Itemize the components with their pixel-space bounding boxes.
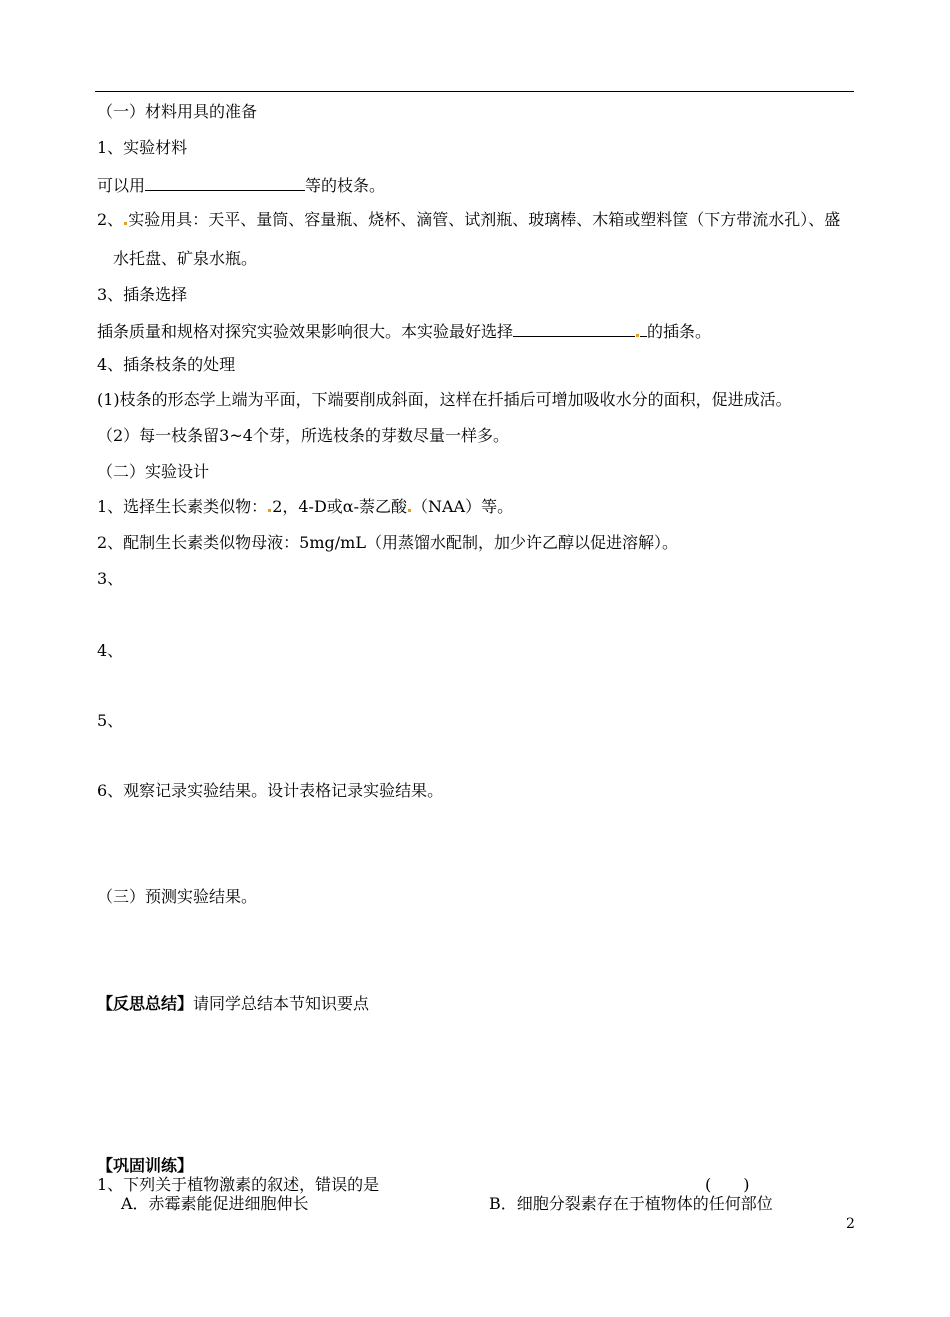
item-1-suffix: 等的枝条。 <box>305 176 386 195</box>
fill-blank-2[interactable] <box>513 320 635 337</box>
design-step-1-items: 2，4-D或α-萘乙酸 <box>272 497 407 516</box>
item-4-point-1: (1)枝条的形态学上端为平面，下端要削成斜面，这样在扦插后可增加吸收水分的面积，促进成活。 <box>97 390 792 409</box>
mark-dot <box>408 509 411 512</box>
design-step-3: 3、 <box>97 569 124 588</box>
item-1-title: 1、实验材料 <box>97 138 188 157</box>
option-a[interactable]: A．赤霉素能促进细胞伸长 <box>121 1194 309 1213</box>
design-step-6: 6、观察记录实验结果。设计表格记录实验结果。 <box>97 781 444 800</box>
item-2-body: 实验用具：天平、量筒、容量瓶、烧杯、滴管、试剂瓶、玻璃棒、木箱或塑料筐（下方带流水孔）、盛 <box>128 210 841 229</box>
design-step-2: 2、配制生长素类似物母液：5mg/mL（用蒸馏水配制，加少许乙醇以促进溶解）。 <box>97 533 678 552</box>
section-3-title: （三）预测实验结果。 <box>97 887 258 906</box>
section-2-title: （二）实验设计 <box>97 462 210 481</box>
item-3-prefix: 插条质量和规格对探究实验效果影响很大。本实验最好选择 <box>97 322 514 341</box>
page-number: 2 <box>846 1216 855 1232</box>
training-heading: 【巩固训练】 <box>97 1156 194 1175</box>
item-3-title: 3、插条选择 <box>97 285 188 304</box>
item-1-prefix: 可以用 <box>97 176 146 195</box>
reflection-heading: 【反思总结】 <box>97 994 194 1013</box>
design-step-1 <box>97 497 513 517</box>
item-4-point-2: （2）每一枝条留3~4个芽，所选枝条的芽数尽量一样多。 <box>97 426 509 445</box>
item-2-prefix: 2、 <box>97 210 124 229</box>
design-step-4: 4、 <box>97 641 124 660</box>
mark-dot <box>124 222 127 225</box>
item-1-text <box>97 174 385 196</box>
section-1-title: （一）材料用具的准备 <box>97 102 258 121</box>
item-2-text <box>97 210 840 230</box>
question-1: 1、下列关于植物激素的叙述，错误的是 <box>97 1175 380 1194</box>
item-3-text <box>97 320 711 342</box>
fill-blank-2-tail <box>640 320 647 337</box>
design-step-1-end: （NAA）等。 <box>412 497 514 516</box>
fill-blank-1[interactable] <box>145 174 305 191</box>
reflection-text: 请同学总结本节知识要点 <box>193 994 370 1013</box>
item-4-title: 4、插条枝条的处理 <box>97 355 236 374</box>
option-b[interactable]: B．细胞分裂素存在于植物体的任何部位 <box>489 1194 773 1213</box>
header-rule <box>95 91 854 92</box>
item-3-suffix: 的插条。 <box>647 322 712 341</box>
item-2-continued: 水托盘、矿泉水瓶。 <box>113 249 258 268</box>
reflection <box>97 994 369 1014</box>
mark-dot <box>268 509 271 512</box>
mark-dot <box>636 334 639 337</box>
answer-parentheses[interactable]: ( ) <box>705 1175 750 1194</box>
design-step-1-label: 1、选择生长素类似物： <box>97 497 268 516</box>
design-step-5: 5、 <box>97 711 124 730</box>
